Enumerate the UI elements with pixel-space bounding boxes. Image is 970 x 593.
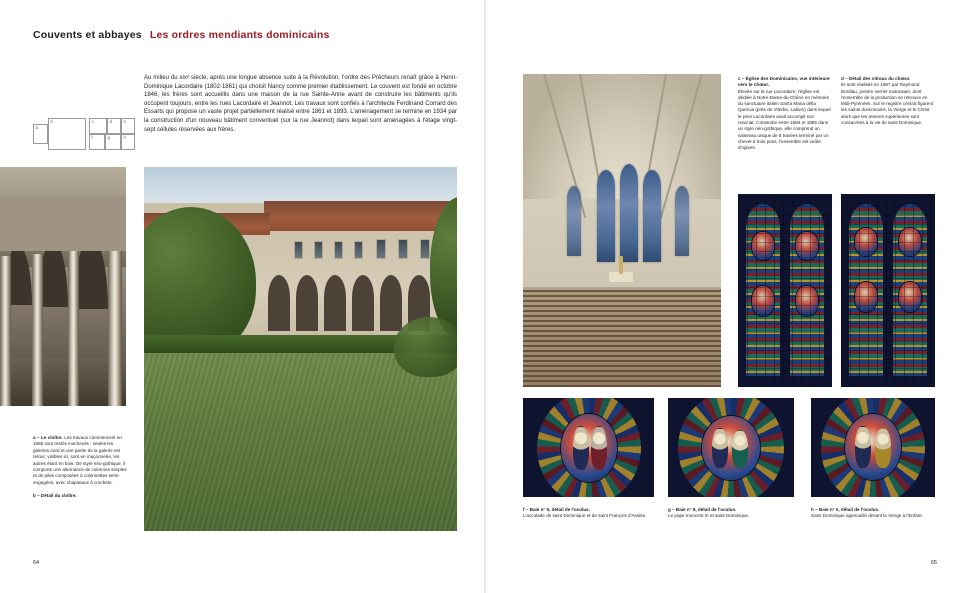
caption-f-text: L'accolade de saint Dominique et de saint François d'Assise. — [523, 513, 647, 519]
caption-b-title: b – Détail du cloître. — [33, 493, 77, 499]
caption-h-title: h – Baie n° 0, détail de l'oculus. — [811, 507, 880, 512]
photo-oculus-bay-5 — [523, 398, 654, 497]
keymap-box-b: b — [48, 118, 86, 150]
keymap-box-d: d — [107, 118, 121, 134]
caption-c-text: Élevée sur la rue Lacordaire, l'église est dédiée à Notre-Dame-du-Chêne en mémoire du sanctuaire italien Santa Maria della Quercia (près de Viterbe, Latium) dans lequel le père Lacordaire avait accompli son noviciat. Construite entre 1884 et 1885 dans un style néo-gothique, elle comprend un vaisseau unique de 8 travées terminé par un chevet à trois pans, l'ensemble est voûté d'ogives. — [738, 88, 831, 151]
intro-text — [144, 74, 457, 134]
photo-stained-glass-choir-left — [738, 194, 832, 387]
caption-a-title: a – Le cloître. — [33, 435, 63, 440]
header-section: Les ordres mendiants dominicains — [149, 29, 330, 41]
keymap-box-a: a — [33, 124, 48, 144]
photo-church-nave — [523, 74, 721, 387]
folio-right: 65 — [930, 560, 937, 566]
keymap-box-f: f — [89, 134, 105, 150]
caption-h-text: Saint Dominique agenouillé devant la Vierge à l'Enfant. — [811, 513, 923, 519]
caption-a-text: Les travaux commencent en 1855 sont restés inachevés : seules les galeries nord et une partie de la galerie est retour, visibles ici, sont en maçonnerie, les autres étant en bois. De style néo-gothique, il comporte une alternance de colonnes simples et de piles composées à colonnettes semi-engagées, avec chapiteaux à crochets. — [33, 435, 127, 485]
caption-d-title: d – Détail des vitraux du chœur. — [841, 76, 911, 81]
page-right — [486, 0, 970, 593]
header-chapter: Couvents et abbayes — [33, 29, 142, 41]
caption-g-text: Le pape Innocent III et saint Dominique. — [668, 513, 750, 519]
photo-cloister-garden — [144, 167, 457, 531]
caption-c-title: c – Église des Dominicains, vue intérieure vers le chœur. — [738, 76, 830, 88]
photo-oculus-bay-0 — [811, 398, 935, 497]
caption-d-text: Ils sont réalisés en 1887 par Raymond Bordiau, peintre verrier toulousain, dont l'ensemble de la production se retrouve en Midi-Pyrénées. Sur le registre central figurent les saints dominicains, la Vierge et le Christ alors que les œuvres supérieures sont consacrées à la vie de saint Dominique. — [841, 82, 934, 126]
keymap-box-e: e — [121, 118, 135, 134]
caption-c — [738, 76, 832, 152]
running-header — [33, 29, 330, 41]
intro-paragraph: Au milieu du xixᵉ siècle, après une longue absence suite à la Révolution, l'ordre des Prêcheurs renaît grâce à Henri-Dominique Lacordaire (1802-1861) qui choisit Nancy comme premier établissement. Le couvent est fondé en octobre 1846, les frères sont accueillis dans une maison de la rue Sainte-Anne avant de construire les bâtiments qu'ils occupent toujours, entre les rues Lacordaire et Jeannot. Les travaux sont confiés à l'architecte Ferdinand Corrard des Essarts qui propose un vaste projet partiellement réalisé entre 1861 et 1893. L'aménagement se termine en 1934 par la construction d'un nouveau bâtiment conventuel (sur la rue Jeannot) dans lequel sont aménagées à l'étage vingt-sept cellules réservées aux frères. — [144, 75, 457, 133]
caption-f-title: f – Baie n° 5, détail de l'oculus. — [523, 507, 591, 512]
photo-stained-glass-choir-right — [841, 194, 935, 387]
caption-d — [841, 76, 935, 126]
figure-keymap — [33, 114, 135, 154]
keymap-box-c: c — [89, 118, 107, 134]
caption-g-title: g – Baie n° 8, détail de l'oculus. — [668, 507, 737, 512]
page-left — [0, 0, 484, 593]
photo-oculus-bay-8 — [668, 398, 794, 497]
caption-a-b — [33, 435, 127, 500]
caption-f — [523, 507, 654, 520]
folio-left: 64 — [33, 560, 40, 566]
keymap-box-h: h — [121, 134, 135, 150]
keymap-box-g: g — [105, 134, 121, 150]
caption-h — [811, 507, 939, 520]
caption-g — [668, 507, 794, 520]
photo-cloister-colonnade — [0, 167, 126, 406]
